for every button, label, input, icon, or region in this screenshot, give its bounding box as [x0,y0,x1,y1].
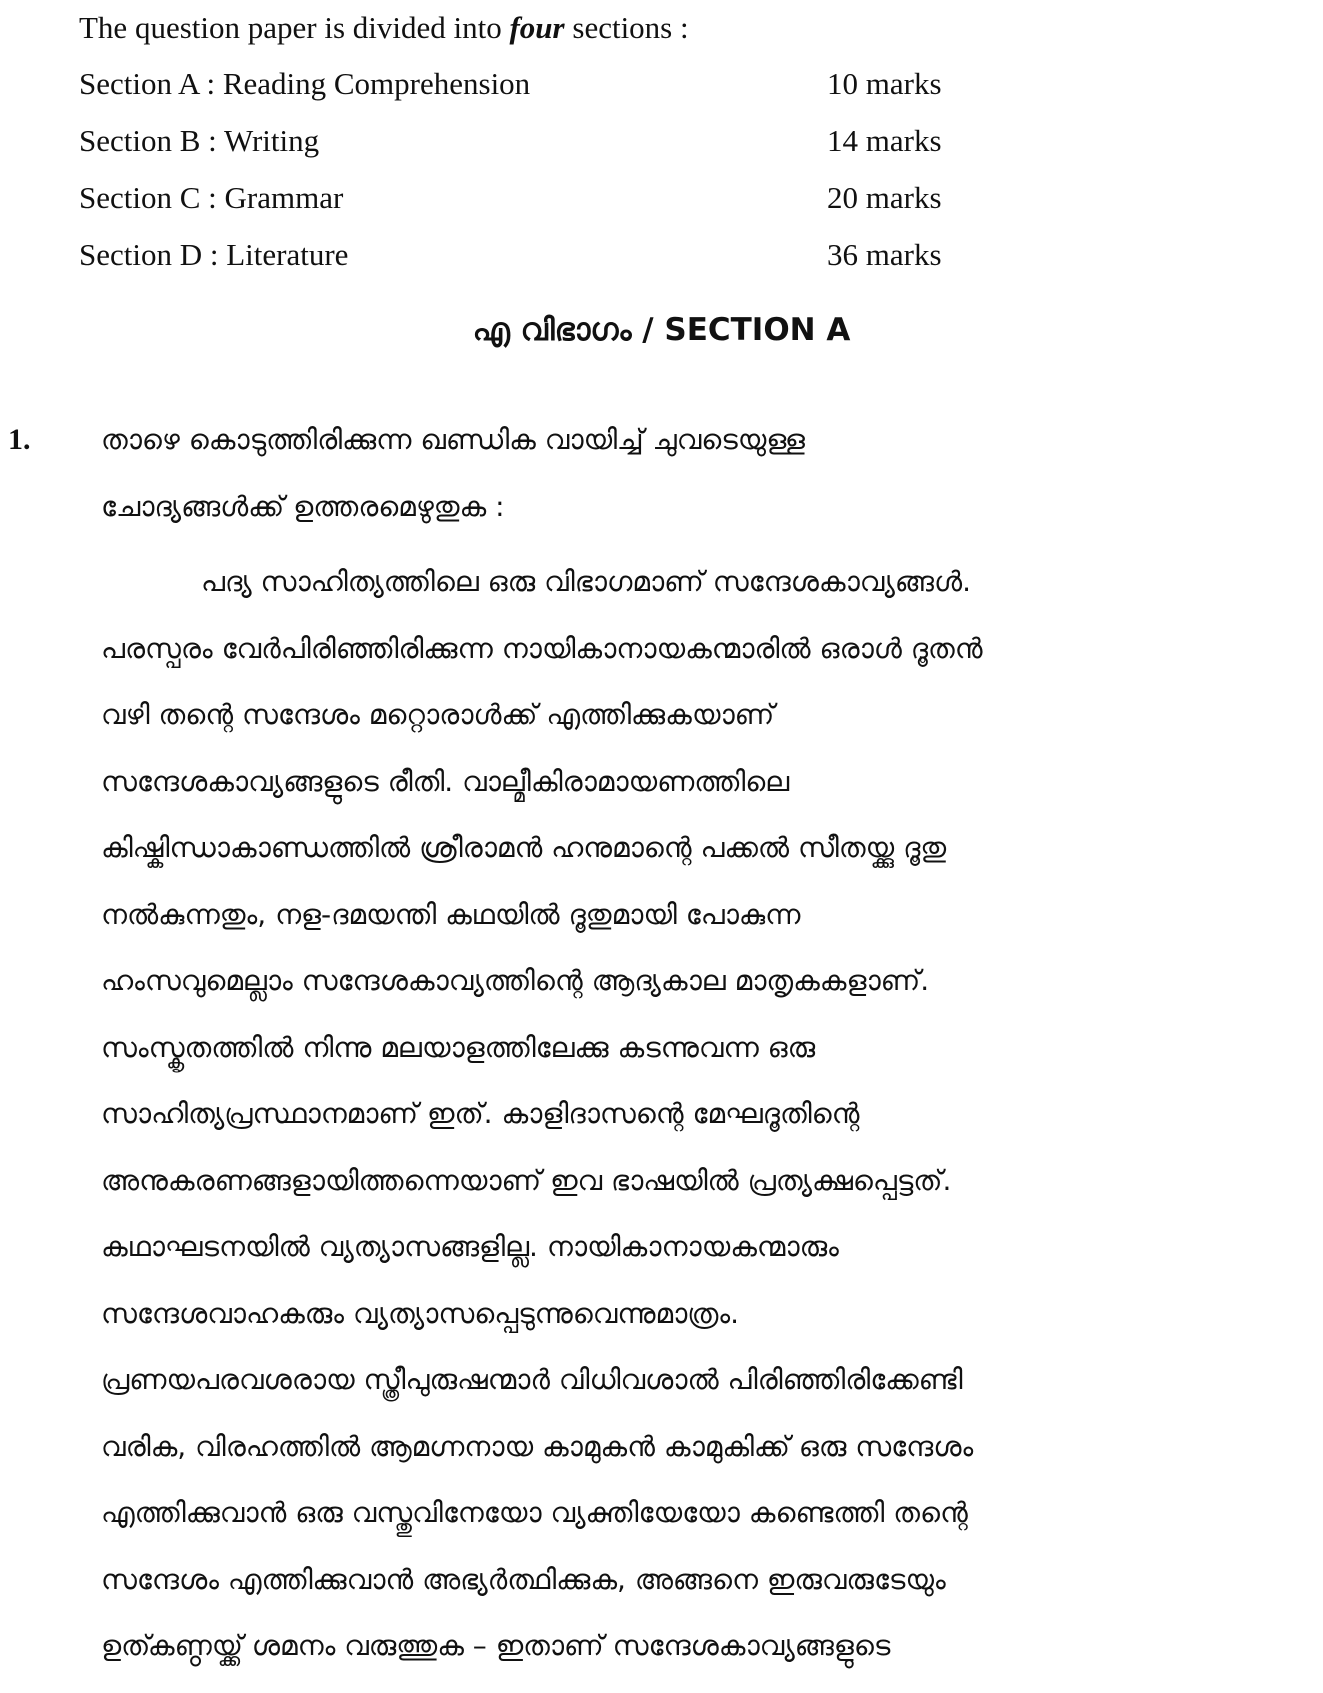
section-row-a [79,66,979,123]
instruction-line: താഴെ കൊടുത്തിരിക്കുന്ന ഖണ്ഡിക വായിച്ച് ചുവടെയുള്ള [101,423,805,456]
passage-line: സന്ദേശം എത്തിക്കുവാൻ അഭ്യർത്ഥിക്കുക, അങ്ങനെ ഇരുവരുടേയും [101,1562,946,1596]
passage-line: പ്രണയപരവശരായ സ്ത്രീപുരുഷന്മാർ വിധിവശാൽ പിരിഞ്ഞിരിക്കേണ്ടി [101,1363,963,1396]
section-a-heading: എ വിഭാഗം / SECTION A [472,312,851,348]
section-label: Section D : Literature [79,237,349,272]
section-label: Section C : Grammar [79,180,344,215]
section-row-d [79,237,979,294]
passage-line: വഴി തന്റെ സന്ദേശം മറ്റൊരാൾക്ക് എത്തിക്കുകയാണ് [101,698,775,731]
question-instruction [101,406,1251,540]
section-marks: 36 marks [827,237,942,272]
passage-line: സംസ്കൃതത്തിൽ നിന്നു മലയാളത്തിലേക്കു കടന്നുവന്ന ഒരു [101,1030,816,1064]
passage-line: നൽകുന്നതും, നള-ദമയന്തി കഥയിൽ ദൂതുമായി പോകുന്ന [101,897,801,931]
intro-text-before: The question paper is divided into [79,10,510,45]
passage-line: കിഷ്കിന്ധാകാണ്ഡത്തിൽ ശ്രീരാമൻ ഹനുമാന്റെ പക്കൽ സീതയ്ക്കു ദൂതു [101,831,947,864]
section-row-b [79,123,979,180]
section-row-c [79,180,979,237]
passage-line: കഥാഘടനയിൽ വ്യത്യാസങ്ങളില്ല. നായികാനായകന്മാരും [101,1230,839,1263]
intro-text-after: sections : [564,10,689,45]
sections-marks-table [79,66,979,294]
passage-line: സന്ദേശകാവ്യങ്ങളുടെ രീതി. വാല്മീകിരാമായണത്തിലെ [101,764,790,798]
instruction-line: ചോദ്യങ്ങൾക്ക് ഉത്തരമെഴുതുക : [101,490,505,523]
passage-line: എത്തിക്കുവാൻ ഒരു വസ്തുവിനേയോ വ്യക്തിയേയോ കണ്ടെത്തി തന്റെ [101,1496,968,1529]
passage-line: സാഹിത്യപ്രസ്ഥാനമാണ് ഇത്. കാളിദാസന്റെ മേഘദൂതിന്റെ [101,1097,860,1130]
section-marks: 10 marks [827,66,942,101]
section-label: Section B : Writing [79,123,320,158]
passage-line: സന്ദേശവാഹകരും വ്യത്യാസപ്പെടുന്നുവെന്നുമാത്രം. [101,1296,740,1330]
passage-line: ഹംസവുമെല്ലാം സന്ദേശകാവ്യത്തിന്റെ ആദ്യകാല മാതൃകകളാണ്. [101,964,930,997]
passage-line: വരിക, വിരഹത്തിൽ ആമഗ്നനായ കാമുകൻ കാമുകിക്ക് ഒരു സന്ദേശം [101,1429,974,1463]
passage-line: അനുകരണങ്ങളായിത്തന്നെയാണ് ഇവ ഭാഷയിൽ പ്രത്യക്ഷപ്പെട്ടത്. [101,1163,952,1197]
passage-line: പദ്യ സാഹിത്യത്തിലെ ഒരു വിഭാഗമാണ് സന്ദേശകാവ്യങ്ങൾ. [201,565,971,598]
passage-line: പരസ്പരം വേർപിരിഞ്ഞിരിക്കുന്ന നായികാനായകന്മാരിൽ ഒരാൾ ദൂതൻ [101,631,983,665]
intro-sentence [79,8,689,48]
section-marks: 14 marks [827,123,942,158]
passage-line: ഉത്കണ്ഠയ്ക്ക് ശമനം വരുത്തുക – ഇതാണ് സന്ദേശകാവ്യങ്ങളുടെ [101,1629,891,1662]
question-number: 1. [8,423,31,456]
reading-passage [101,562,1241,1693]
intro-emphasis: four [509,10,565,45]
section-marks: 20 marks [827,180,942,215]
section-label: Section A : Reading Comprehension [79,66,531,101]
